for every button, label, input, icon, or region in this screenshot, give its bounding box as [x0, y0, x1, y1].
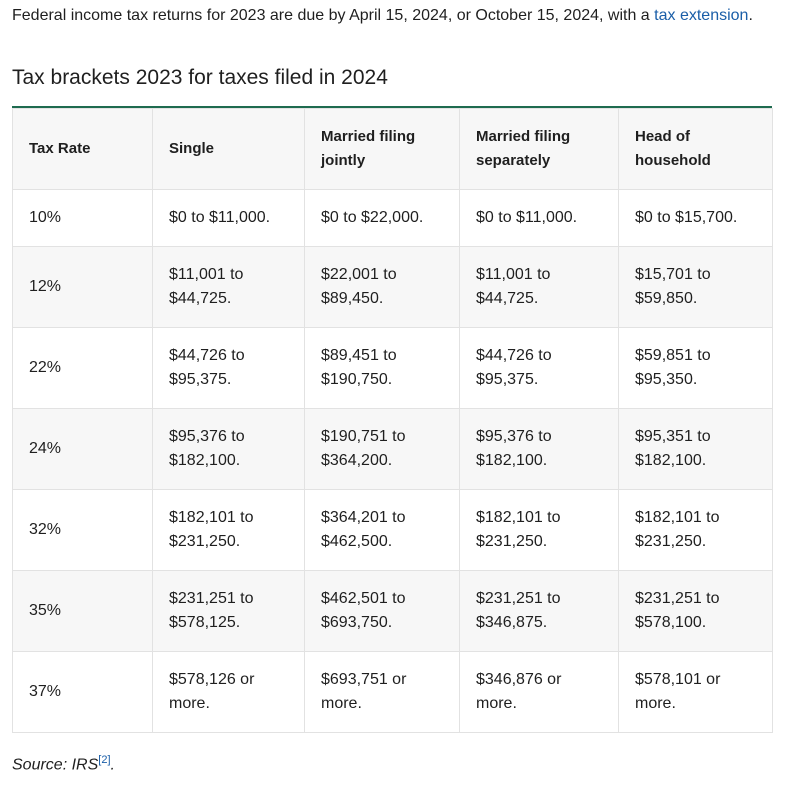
head-of-household-cell: $15,701 to $59,850. — [619, 247, 773, 328]
married-jointly-cell: $462,501 to $693,750. — [305, 571, 460, 652]
header-single: Single — [153, 109, 305, 190]
table-row — [13, 571, 773, 652]
source-note — [12, 748, 115, 777]
married-jointly-cell: $0 to $22,000. — [305, 190, 460, 247]
tax-brackets-table — [12, 108, 773, 733]
married-separately-cell: $231,251 to $346,875. — [460, 571, 619, 652]
single-cell: $182,101 to $231,250. — [153, 490, 305, 571]
rate-cell: 12% — [13, 247, 153, 328]
married-separately-cell: $44,726 to $95,375. — [460, 328, 619, 409]
married-jointly-cell: $693,751 or more. — [305, 652, 460, 733]
table-header-row — [13, 109, 773, 190]
header-tax-rate: Tax Rate — [13, 109, 153, 190]
married-jointly-cell: $364,201 to $462,500. — [305, 490, 460, 571]
table-row — [13, 652, 773, 733]
source-reference-link[interactable]: [2] — [98, 754, 111, 766]
head-of-household-cell: $95,351 to $182,100. — [619, 409, 773, 490]
header-head-of-household: Head of household — [619, 109, 773, 190]
intro-paragraph — [12, 4, 772, 28]
married-separately-cell: $346,876 or more. — [460, 652, 619, 733]
table-heading: Tax brackets 2023 for taxes filed in 2024 — [12, 66, 388, 89]
rate-cell: 24% — [13, 409, 153, 490]
source-end: . — [110, 756, 115, 774]
table-row — [13, 490, 773, 571]
head-of-household-cell: $578,101 or more. — [619, 652, 773, 733]
single-cell: $578,126 or more. — [153, 652, 305, 733]
tax-brackets-table-container — [12, 106, 772, 733]
single-cell: $0 to $11,000. — [153, 190, 305, 247]
married-jointly-cell: $190,751 to $364,200. — [305, 409, 460, 490]
header-married-separately: Married filing separately — [460, 109, 619, 190]
rate-cell: 35% — [13, 571, 153, 652]
married-jointly-cell: $22,001 to $89,450. — [305, 247, 460, 328]
table-row — [13, 247, 773, 328]
header-married-jointly: Married filing jointly — [305, 109, 460, 190]
rate-cell: 10% — [13, 190, 153, 247]
tax-extension-link[interactable]: tax extension — [654, 7, 749, 24]
head-of-household-cell: $59,851 to $95,350. — [619, 328, 773, 409]
rate-cell: 22% — [13, 328, 153, 409]
head-of-household-cell: $231,251 to $578,100. — [619, 571, 773, 652]
married-separately-cell: $11,001 to $44,725. — [460, 247, 619, 328]
single-cell: $44,726 to $95,375. — [153, 328, 305, 409]
intro-end: . — [748, 7, 753, 24]
source-text: Source: IRS — [12, 756, 99, 774]
married-jointly-cell: $89,451 to $190,750. — [305, 328, 460, 409]
married-separately-cell: $182,101 to $231,250. — [460, 490, 619, 571]
intro-text: Federal income tax returns for 2023 are due by April 15, 2024, or October 15, 2024, with a — [12, 7, 655, 24]
table-row — [13, 409, 773, 490]
table-row — [13, 190, 773, 247]
rate-cell: 37% — [13, 652, 153, 733]
single-cell: $231,251 to $578,125. — [153, 571, 305, 652]
table-row — [13, 328, 773, 409]
single-cell: $11,001 to $44,725. — [153, 247, 305, 328]
head-of-household-cell: $182,101 to $231,250. — [619, 490, 773, 571]
single-cell: $95,376 to $182,100. — [153, 409, 305, 490]
married-separately-cell: $95,376 to $182,100. — [460, 409, 619, 490]
married-separately-cell: $0 to $11,000. — [460, 190, 619, 247]
head-of-household-cell: $0 to $15,700. — [619, 190, 773, 247]
rate-cell: 32% — [13, 490, 153, 571]
